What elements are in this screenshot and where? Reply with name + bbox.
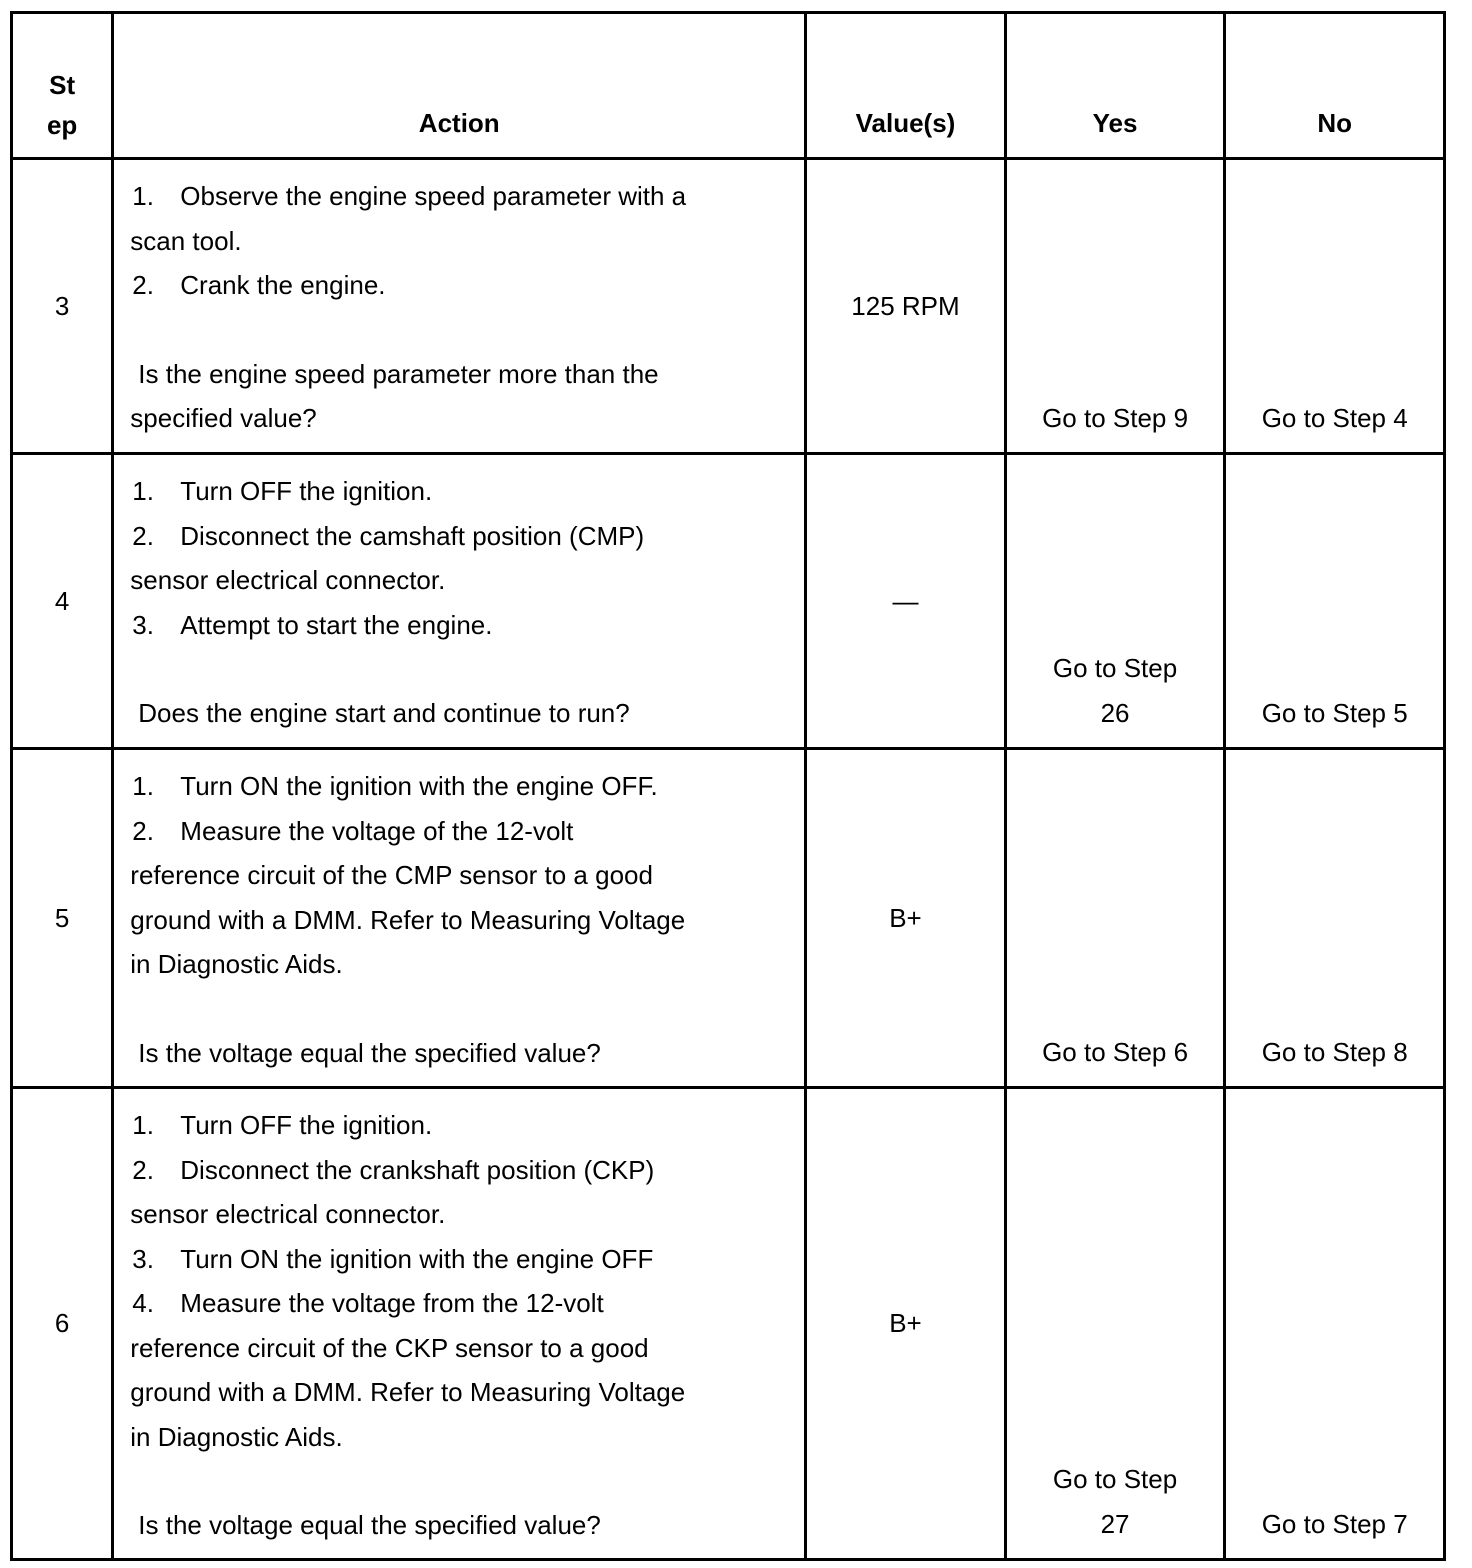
- diagnostic-table: [10, 11, 1446, 1561]
- action-item: 2. Crank the engine.: [132, 270, 386, 300]
- action-item-cont: reference circuit of the CMP sensor to a good: [130, 860, 653, 890]
- value-cell: 125 RPM: [806, 159, 1006, 454]
- yes-link-line1: Go to Step: [1052, 1464, 1178, 1494]
- question-cont: specified value?: [130, 403, 317, 433]
- action-item: 2. Measure the voltage of the 12-volt: [132, 815, 574, 846]
- action-item-cont: reference circuit of the CKP sensor to a good: [130, 1332, 649, 1363]
- action-item-cont: scan tool.: [130, 225, 242, 256]
- action-item: 1. Turn ON the ignition with the engine OFF.: [132, 771, 658, 801]
- yes-link-line2: 26: [1100, 697, 1130, 728]
- step-number: 5: [12, 749, 113, 1088]
- question: Does the engine start and continue to run?: [138, 698, 630, 728]
- header-step-line2: ep: [46, 110, 78, 140]
- value-cell: B+: [806, 749, 1006, 1088]
- action-item: 3. Attempt to start the engine.: [132, 609, 493, 640]
- action-item: 3. Turn ON the ignition with the engine OFF: [132, 1243, 654, 1274]
- yes-link-line2: 27: [1100, 1508, 1130, 1539]
- step-number: 6: [12, 1088, 113, 1560]
- no-link[interactable]: Go to Step 5: [1225, 454, 1445, 749]
- action-item: 1. Observe the engine speed parameter with a: [132, 181, 687, 211]
- table-row: [12, 159, 1445, 454]
- action-item-cont: ground with a DMM. Refer to Measuring Voltage: [130, 904, 686, 935]
- table-row: [12, 454, 1445, 749]
- header-row: [12, 13, 1445, 159]
- header-step: [12, 13, 113, 159]
- action-cell: [113, 749, 806, 1088]
- step-number: 3: [12, 159, 113, 454]
- action-item-cont: in Diagnostic Aids.: [130, 1421, 343, 1452]
- table-row: [12, 1088, 1445, 1560]
- step-number: 4: [12, 454, 113, 749]
- action-item: 1. Turn OFF the ignition.: [132, 1110, 433, 1140]
- value-cell: B+: [806, 1088, 1006, 1560]
- action-item: 2. Disconnect the camshaft position (CMP): [132, 520, 645, 551]
- action-item-cont: sensor electrical connector.: [130, 565, 446, 595]
- question: Is the engine speed parameter more than the: [138, 358, 659, 389]
- action-item-cont: sensor electrical connector.: [130, 1199, 446, 1229]
- action-item: 2. Disconnect the crankshaft position (CKP): [132, 1154, 655, 1185]
- header-yes: Yes: [1005, 13, 1225, 159]
- action-cell: [113, 454, 806, 749]
- no-link[interactable]: Go to Step 4: [1225, 159, 1445, 454]
- action-item: 4. Measure the voltage from the 12-volt: [132, 1288, 604, 1318]
- no-link[interactable]: Go to Step 7: [1225, 1088, 1445, 1560]
- action-item: 1. Turn OFF the ignition.: [132, 476, 433, 506]
- yes-link[interactable]: [1005, 454, 1225, 749]
- header-step-line1: St: [49, 70, 76, 100]
- header-no: No: [1225, 13, 1445, 159]
- yes-link[interactable]: Go to Step 6: [1005, 749, 1225, 1088]
- yes-link-line1: Go to Step: [1052, 653, 1178, 683]
- action-cell: [113, 1088, 806, 1560]
- yes-link[interactable]: Go to Step 9: [1005, 159, 1225, 454]
- action-item-cont: ground with a DMM. Refer to Measuring Voltage: [130, 1377, 686, 1407]
- value-cell: —: [806, 454, 1006, 749]
- question: Is the voltage equal the specified value?: [138, 1510, 601, 1540]
- question: Is the voltage equal the specified value?: [138, 1037, 601, 1068]
- table-row: [12, 749, 1445, 1088]
- action-item-cont: in Diagnostic Aids.: [130, 949, 343, 979]
- no-link[interactable]: Go to Step 8: [1225, 749, 1445, 1088]
- yes-link[interactable]: [1005, 1088, 1225, 1560]
- header-values: Value(s): [806, 13, 1006, 159]
- action-cell: [113, 159, 806, 454]
- header-action: Action: [113, 13, 806, 159]
